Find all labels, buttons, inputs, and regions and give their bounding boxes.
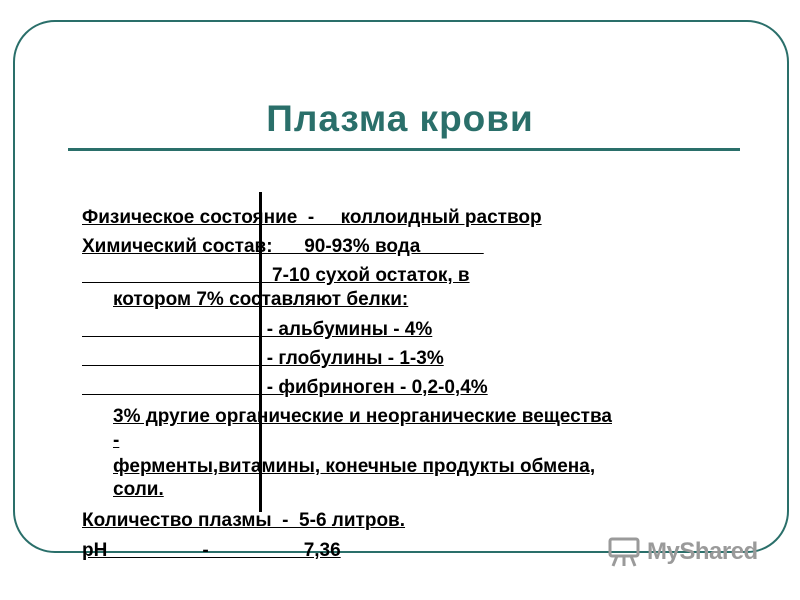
chemical-composition-line: Химический состав: 90-93% вода: [82, 236, 484, 257]
albumins-line: - альбумины - 4%: [82, 319, 433, 340]
watermark-text: MyShared: [647, 538, 758, 565]
other-substances-line: 3% другие органические и неорганические вещества: [113, 406, 612, 427]
title-divider: [68, 148, 740, 151]
fibrinogen-line: - фибриноген - 0,2-0,4%: [82, 377, 488, 398]
physical-state-line: Физическое состояние - коллоидный раствор: [82, 207, 542, 228]
slide-title: Плазма крови: [266, 98, 534, 139]
plasma-volume-line: Количество плазмы - 5-6 литров.: [82, 510, 406, 531]
dash-line: -: [113, 430, 120, 451]
myshared-watermark: [607, 536, 758, 568]
globulins-line: - глобулины - 1-3%: [82, 348, 444, 369]
proteins-line: котором 7% составляют белки:: [113, 289, 409, 310]
salts-line: соли.: [113, 479, 164, 500]
dry-residue-line: 7-10 сухой остаток, в: [82, 265, 470, 286]
ph-line: pH - 7,36: [82, 540, 341, 561]
presentation-board-icon: [607, 536, 641, 568]
enzymes-line: ферменты,витамины, конечные продукты обмена,: [113, 456, 596, 477]
